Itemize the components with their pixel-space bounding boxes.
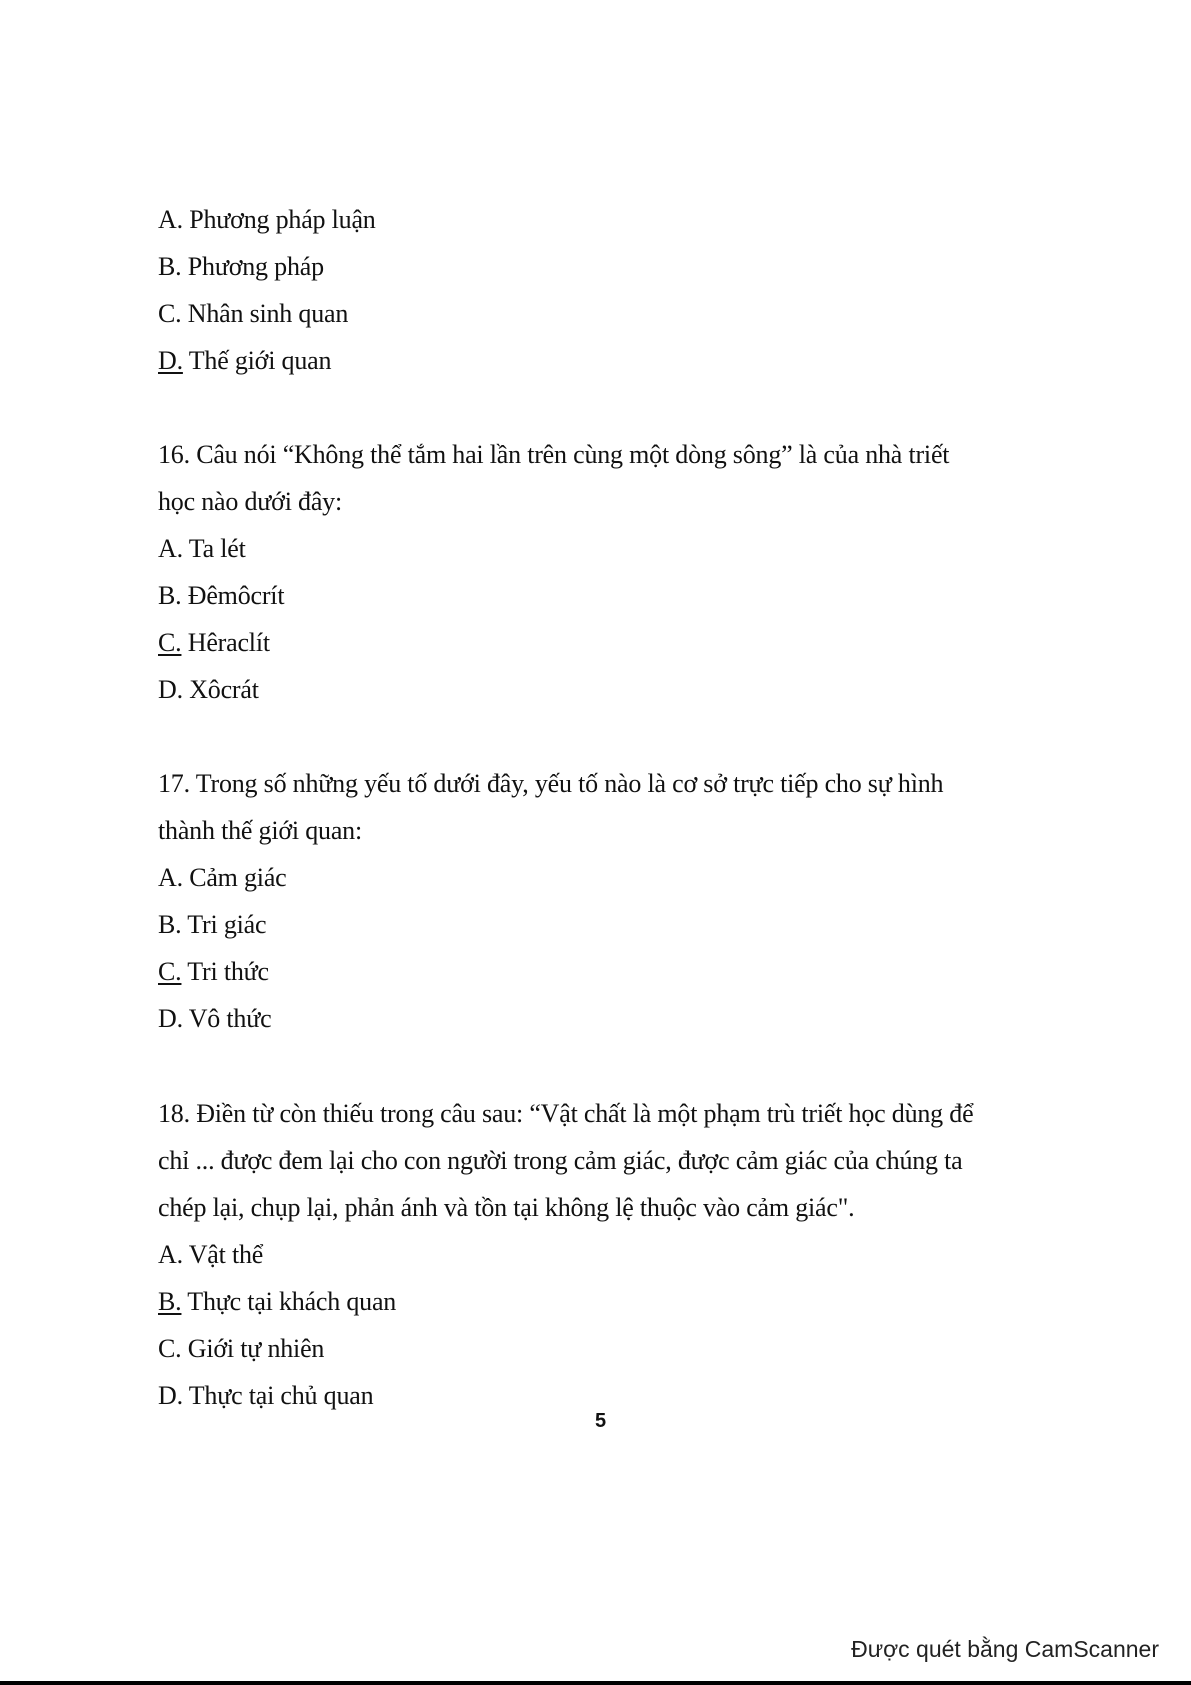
- question-16: [158, 431, 1058, 713]
- question-text: 17. Trong số những yếu tố dưới đây, yếu tố nào là cơ sở trực tiếp cho sự hình: [158, 769, 944, 798]
- option-letter: A.: [158, 1240, 183, 1269]
- option-c: [158, 1325, 1058, 1372]
- option-text: Thực tại khách quan: [181, 1287, 397, 1316]
- option-a: [158, 196, 1058, 243]
- option-text: Cảm giác: [182, 863, 287, 892]
- question-18: [158, 1090, 1058, 1419]
- option-text: Phương pháp: [181, 252, 324, 281]
- option-d: [158, 995, 1058, 1042]
- option-text: Tri giác: [181, 910, 267, 939]
- option-c-correct: [158, 619, 1058, 666]
- option-letter: C.: [158, 1334, 182, 1363]
- option-letter: A.: [158, 863, 183, 892]
- option-c: [158, 290, 1058, 337]
- option-text: Vật thể: [182, 1240, 264, 1269]
- option-letter: B.: [158, 910, 182, 939]
- correct-answer-letter: B.: [158, 1287, 182, 1316]
- scanner-watermark: Được quét bằng CamScanner: [851, 1636, 1159, 1662]
- option-a: [158, 1231, 1058, 1278]
- question-text: thành thế giới quan:: [158, 816, 362, 845]
- option-text: Tri thức: [181, 957, 269, 986]
- option-letter: A.: [158, 534, 183, 563]
- option-b: [158, 901, 1058, 948]
- option-b: [158, 572, 1058, 619]
- correct-answer-letter: C.: [158, 628, 182, 657]
- question-15-options: [158, 196, 1058, 384]
- option-text: Vô thức: [182, 1004, 272, 1033]
- question-text: 18. Điền từ còn thiếu trong câu sau: “Vật chất là một phạm trù triết học dùng để: [158, 1099, 974, 1128]
- option-text: Đêmôcrít: [181, 581, 285, 610]
- option-letter: A.: [158, 205, 183, 234]
- option-a: [158, 525, 1058, 572]
- option-text: Thực tại chủ quan: [182, 1381, 374, 1410]
- option-text: Xôcrát: [182, 675, 259, 704]
- correct-answer-letter: D.: [158, 346, 183, 375]
- bottom-border: [0, 1681, 1191, 1685]
- option-b-correct: [158, 1278, 1058, 1325]
- option-a: [158, 854, 1058, 901]
- correct-answer-letter: C.: [158, 957, 182, 986]
- option-text: Nhân sinh quan: [181, 299, 349, 328]
- question-text: chỉ ... được đem lại cho con người trong cảm giác, được cảm giác của chúng ta: [158, 1146, 963, 1175]
- option-d: [158, 1372, 1058, 1419]
- question-17: [158, 760, 1058, 1042]
- option-d-correct: [158, 337, 1058, 384]
- option-text: Giới tự nhiên: [181, 1334, 325, 1363]
- option-text: Thế giới quan: [182, 346, 332, 375]
- option-d: [158, 666, 1058, 713]
- option-text: Ta lét: [182, 534, 246, 563]
- option-text: Hêraclít: [181, 628, 270, 657]
- option-text: Phương pháp luận: [182, 205, 376, 234]
- question-text: chép lại, chụp lại, phản ánh và tồn tại không lệ thuộc vào cảm giác".: [158, 1193, 855, 1222]
- option-letter: B.: [158, 252, 182, 281]
- question-text: 16. Câu nói “Không thể tắm hai lần trên cùng một dòng sông” là của nhà triết: [158, 440, 950, 469]
- page-number: 5: [595, 1410, 607, 1432]
- option-letter: D.: [158, 675, 183, 704]
- option-c-correct: [158, 948, 1058, 995]
- option-letter: D.: [158, 1381, 183, 1410]
- option-letter: D.: [158, 1004, 183, 1033]
- option-letter: B.: [158, 581, 182, 610]
- question-text: học nào dưới đây:: [158, 487, 343, 516]
- option-b: [158, 243, 1058, 290]
- option-letter: C.: [158, 299, 182, 328]
